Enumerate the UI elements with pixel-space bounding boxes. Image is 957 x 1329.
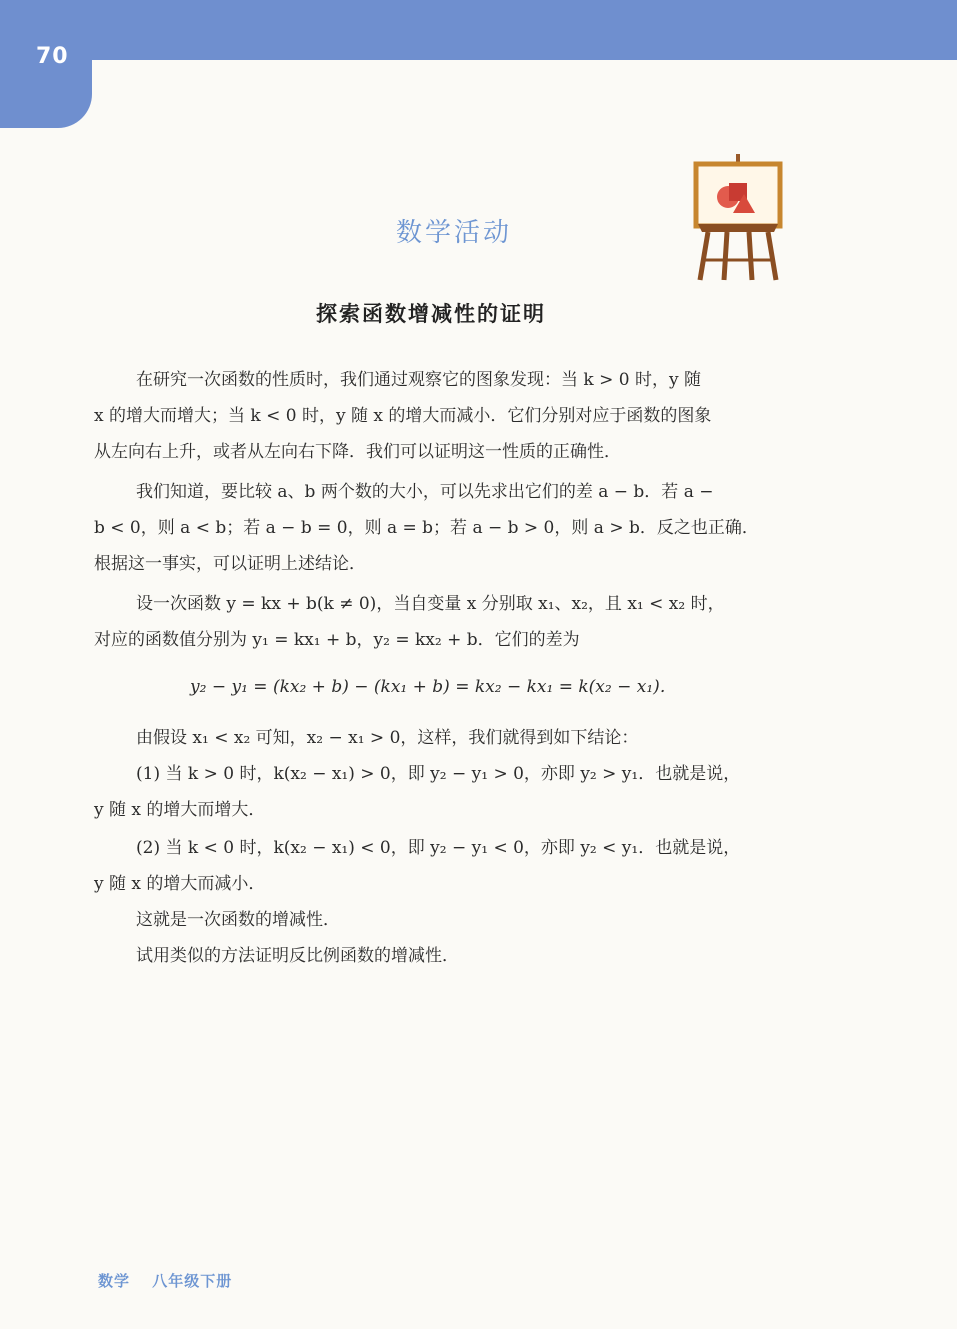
paragraph-line: 这就是一次函数的增减性． (136, 910, 340, 930)
paragraph-line: 从左向右上升，或者从左向右下降．我们可以证明这一性质的正确性． (94, 442, 621, 462)
footer-grade: 八年级下册 (152, 1272, 233, 1290)
paragraph-line: 我们知道，要比较 a、b 两个数的大小，可以先求出它们的差 a − b．若 a − (136, 482, 714, 502)
footer-subject: 数学 (98, 1272, 131, 1290)
paragraph-line: 设一次函数 y = kx + b(k ≠ 0)，当自变量 x 分别取 x₁、x₂，且 x₁ < x₂ 时， (136, 594, 725, 614)
paragraph-line: b < 0，则 a < b；若 a − b = 0，则 a = b；若 a − b > 0，则 a > b．反之也正确． (94, 518, 759, 538)
page-number: 70 (36, 44, 69, 69)
paragraph-line: 在研究一次函数的性质时，我们通过观察它的图象发现：当 k > 0 时，y 随 (136, 370, 701, 390)
easel-icon (690, 152, 786, 284)
difference-formula: y₂ − y₁ = (kx₂ + b) − (kx₁ + b) = kx₂ − kx₁ = k(x₂ − x₁)． (190, 677, 677, 697)
footer (98, 1270, 248, 1291)
section-title: 数学活动 (396, 218, 513, 248)
article-title: 探索函数增减性的证明 (316, 302, 546, 326)
header-band (0, 0, 957, 60)
paragraph-line: 根据这一事实，可以证明上述结论． (94, 554, 366, 574)
paragraph-line: 由假设 x₁ < x₂ 可知，x₂ − x₁ > 0，这样，我们就得到如下结论： (136, 728, 639, 748)
paragraph-line: y 随 x 的增大而增大． (94, 800, 266, 820)
paragraph-line: 试用类似的方法证明反比例函数的增减性． (136, 946, 459, 966)
paragraph-line: (2) 当 k < 0 时，k(x₂ − x₁) < 0，即 y₂ − y₁ < 0，亦即 y₂ < y₁．也就是说， (136, 838, 741, 858)
paragraph-line: 对应的函数值分别为 y₁ = kx₁ + b，y₂ = kx₂ + b．它们的差为 (94, 630, 580, 650)
paragraph-line: y 随 x 的增大而减小． (94, 874, 266, 894)
paragraph-line: (1) 当 k > 0 时，k(x₂ − x₁) > 0，即 y₂ − y₁ > 0，亦即 y₂ > y₁．也就是说， (136, 764, 741, 784)
paragraph-line: x 的增大而增大；当 k < 0 时，y 随 x 的增大而减小．它们分别对应于函数的图象 (94, 406, 712, 426)
